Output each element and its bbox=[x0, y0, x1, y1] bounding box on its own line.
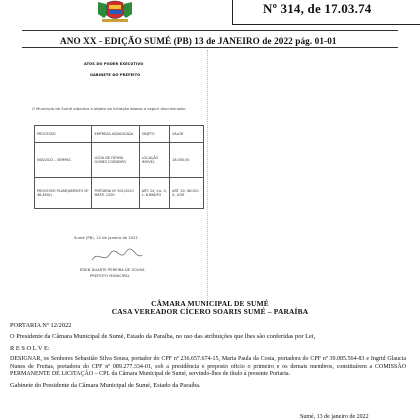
column-header: VALOR bbox=[170, 126, 204, 143]
portaria-date: Sumé, 13 de janeiro de 2022 bbox=[300, 414, 369, 420]
handwritten-signature bbox=[86, 246, 146, 268]
table-cell: 18.000,00 bbox=[170, 143, 204, 178]
scan-title: ATOS DO PODER EXECUTIVO bbox=[84, 62, 144, 66]
table-row bbox=[35, 143, 204, 178]
table-cell: LOCAÇÃO IMÓVEL bbox=[139, 143, 169, 178]
scan-signer-title: PREFEITO MUNICIPAL bbox=[90, 274, 130, 278]
camara-name: CÂMARA MUNICIPAL DE SUMÉ bbox=[151, 299, 269, 308]
adjudication-table bbox=[34, 125, 204, 209]
scanned-document bbox=[22, 50, 208, 300]
column-header: EMPRESA ADJUDICADA bbox=[92, 126, 139, 143]
edition-line: ANO XX - EDIÇÃO SUMÉ (PB) 13 de JANEIRO de 2022 pág. 01-01 bbox=[60, 36, 337, 46]
portaria-body bbox=[10, 322, 406, 394]
law-number: Nº 314, de 17.03.74 bbox=[263, 1, 372, 16]
table-cell: PORTARIA Nº 501/2020 MATR. 1200 bbox=[92, 178, 139, 209]
portaria-resolve: R E S O L V E: bbox=[10, 344, 50, 352]
column-header: OBJETO bbox=[139, 126, 169, 143]
camara-house: CASA VEREADOR CÍCERO SOARIS SUMÉ – PARAÍBA bbox=[111, 307, 309, 317]
portaria-preamble: O Presidente da Câmara Municipal de Sumé, Estado da Paraíba, no uso das atribuições que lhes são conferidas por Lei, bbox=[10, 333, 316, 341]
table-cell: PROCESSO PLANEJAMENTO Nº 46.469/1 bbox=[35, 178, 92, 209]
table-cell: ART. 30, INCISO X, LOM bbox=[170, 178, 204, 209]
camara-heading bbox=[0, 300, 420, 317]
table-cell: LÚCIA DE FÁTIMA GOMES CORDEIRO bbox=[92, 143, 139, 178]
table-cell: ART. 24, Inc. II, L. 8.666/93 bbox=[139, 178, 169, 209]
scan-subtitle: GABINETE DO PREFEITO bbox=[90, 73, 141, 77]
table-cell: 008/2022 – SEMPAS bbox=[35, 143, 92, 178]
portaria-number: PORTARIA Nº 12/2022 bbox=[10, 322, 72, 329]
portaria-designation: DESIGNAR, os Senhores Sebastião Silva Sousa, portador do CPF nº 236.657.674-15, Maria Paula da Costa, portadora do CPF nº 39.085.564-83 e Ingrid Glaucia Nunes de Freitas, portadora do CPF nº 089.277.334-01, sob a presidência e preposto oficio o primeiro e os demais membros, constituírem a COMISSÃO PERMANENTE DE LICITAÇÃO – CPL da Câmara Municipal de Sumé, servindo-lhes de título à presente Portaria. bbox=[10, 356, 406, 378]
scan-signer-name: ÉDEN DUARTE PEREIRA DE SOUSA bbox=[80, 268, 145, 272]
scan-date-line: Sumé (PB), 12 de janeiro de 2022 bbox=[74, 236, 138, 240]
table-row bbox=[35, 178, 204, 209]
scan-intro: O Município de Sumé adjudica o objeto da licitação abaixo a seguir discriminado: bbox=[32, 107, 187, 111]
header-rule-bottom bbox=[22, 47, 398, 48]
coat-of-arms-logo bbox=[92, 0, 138, 24]
law-reference-box bbox=[232, 0, 420, 25]
column-header: PROCESSO bbox=[35, 126, 92, 143]
portaria-gabinete: Gabinete do Presidente da Câmara Municipal de Sumé, Estado da Paraíba. bbox=[10, 382, 201, 390]
header-rule-top bbox=[22, 30, 398, 31]
